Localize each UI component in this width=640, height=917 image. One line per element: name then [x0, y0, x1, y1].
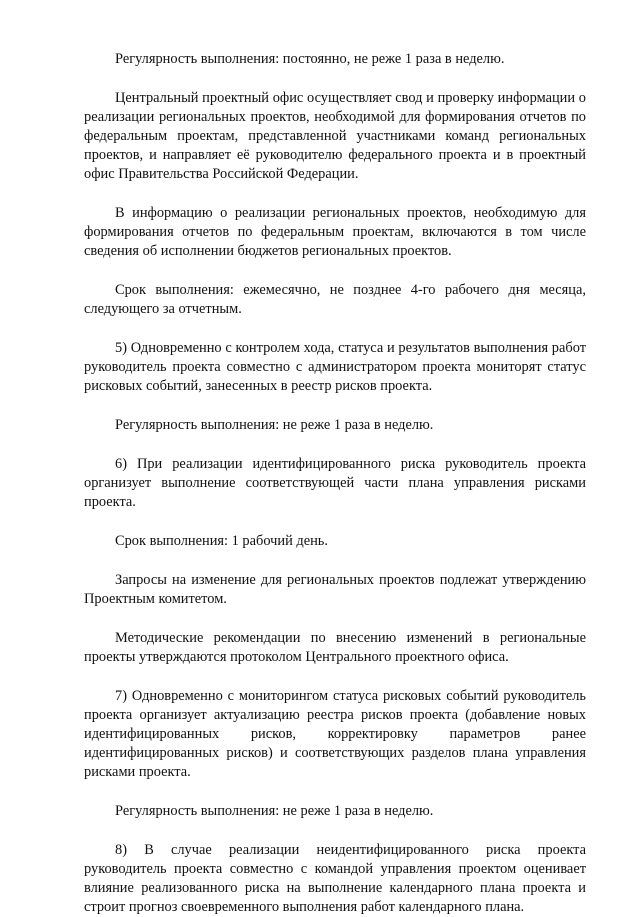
paragraph-change-requests: Запросы на изменение для региональных проектов подлежат утверждению Проектным комитетом.	[84, 572, 586, 607]
paragraph-methodical-recommendations: Методические рекомендации по внесению изменений в региональные проекты утверждаются протоколом Центрального проектного офиса.	[84, 630, 586, 665]
paragraph-item-5-risk-monitoring: 5) Одновременно с контролем хода, статуса и результатов выполнения работ руководитель проекта совместно с администратором проекта мониторят статус рисковых событий, занесенных в реестр рисков проекта.	[84, 340, 586, 394]
paragraph-regularity-weekly-constant: Регулярность выполнения: постоянно, не реже 1 раза в неделю.	[115, 51, 505, 67]
paragraph-item-8-unidentified-risk: 8) В случае реализации неидентифицированного риска проекта руководитель проекта совместно с командой управления проектом оценивает влияние реализованного риска на выполнение календарного плана проекта и строит прогноз своевременного выполнения работ календарного плана.	[84, 842, 586, 915]
paragraph-item-6-risk-response: 6) При реализации идентифицированного риска руководитель проекта организует выполнение соответствующей части плана управления рисками проекта.	[84, 456, 586, 510]
paragraph-item-7-risk-register: 7) Одновременно с мониторингом статуса рисковых событий руководитель проекта организует актуализацию реестра рисков проекта (добавление новых идентифицированных рисков, корректировку параметров ранее идентифицированных рисков) и соответствующих разделов плана управления рисками проекта.	[84, 688, 586, 780]
paragraph-deadline-monthly: Срок выполнения: ежемесячно, не позднее 4-го рабочего дня месяца, следующего за отчетным.	[84, 282, 586, 317]
paragraph-central-office-summary: Центральный проектный офис осуществляет свод и проверку информации о реализации региональных проектов, необходимой для формирования отчетов по федеральным проектам, представленной участниками команд региональных проектов, и направляет её руководителю федерального проекта и в проектный офис Правительства Российской Федерации.	[84, 90, 586, 182]
paragraph-deadline-one-day: Срок выполнения: 1 рабочий день.	[115, 533, 328, 549]
document-page	[84, 50, 586, 917]
paragraph-regularity-weekly-1: Регулярность выполнения: не реже 1 раза в неделю.	[115, 417, 434, 433]
paragraph-regularity-weekly-2: Регулярность выполнения: не реже 1 раза в неделю.	[115, 803, 434, 819]
paragraph-report-contents: В информацию о реализации региональных проектов, необходимую для формирования отчетов по федеральным проектам, включаются в том числе сведения об исполнении бюджетов региональных проектов.	[84, 205, 586, 259]
